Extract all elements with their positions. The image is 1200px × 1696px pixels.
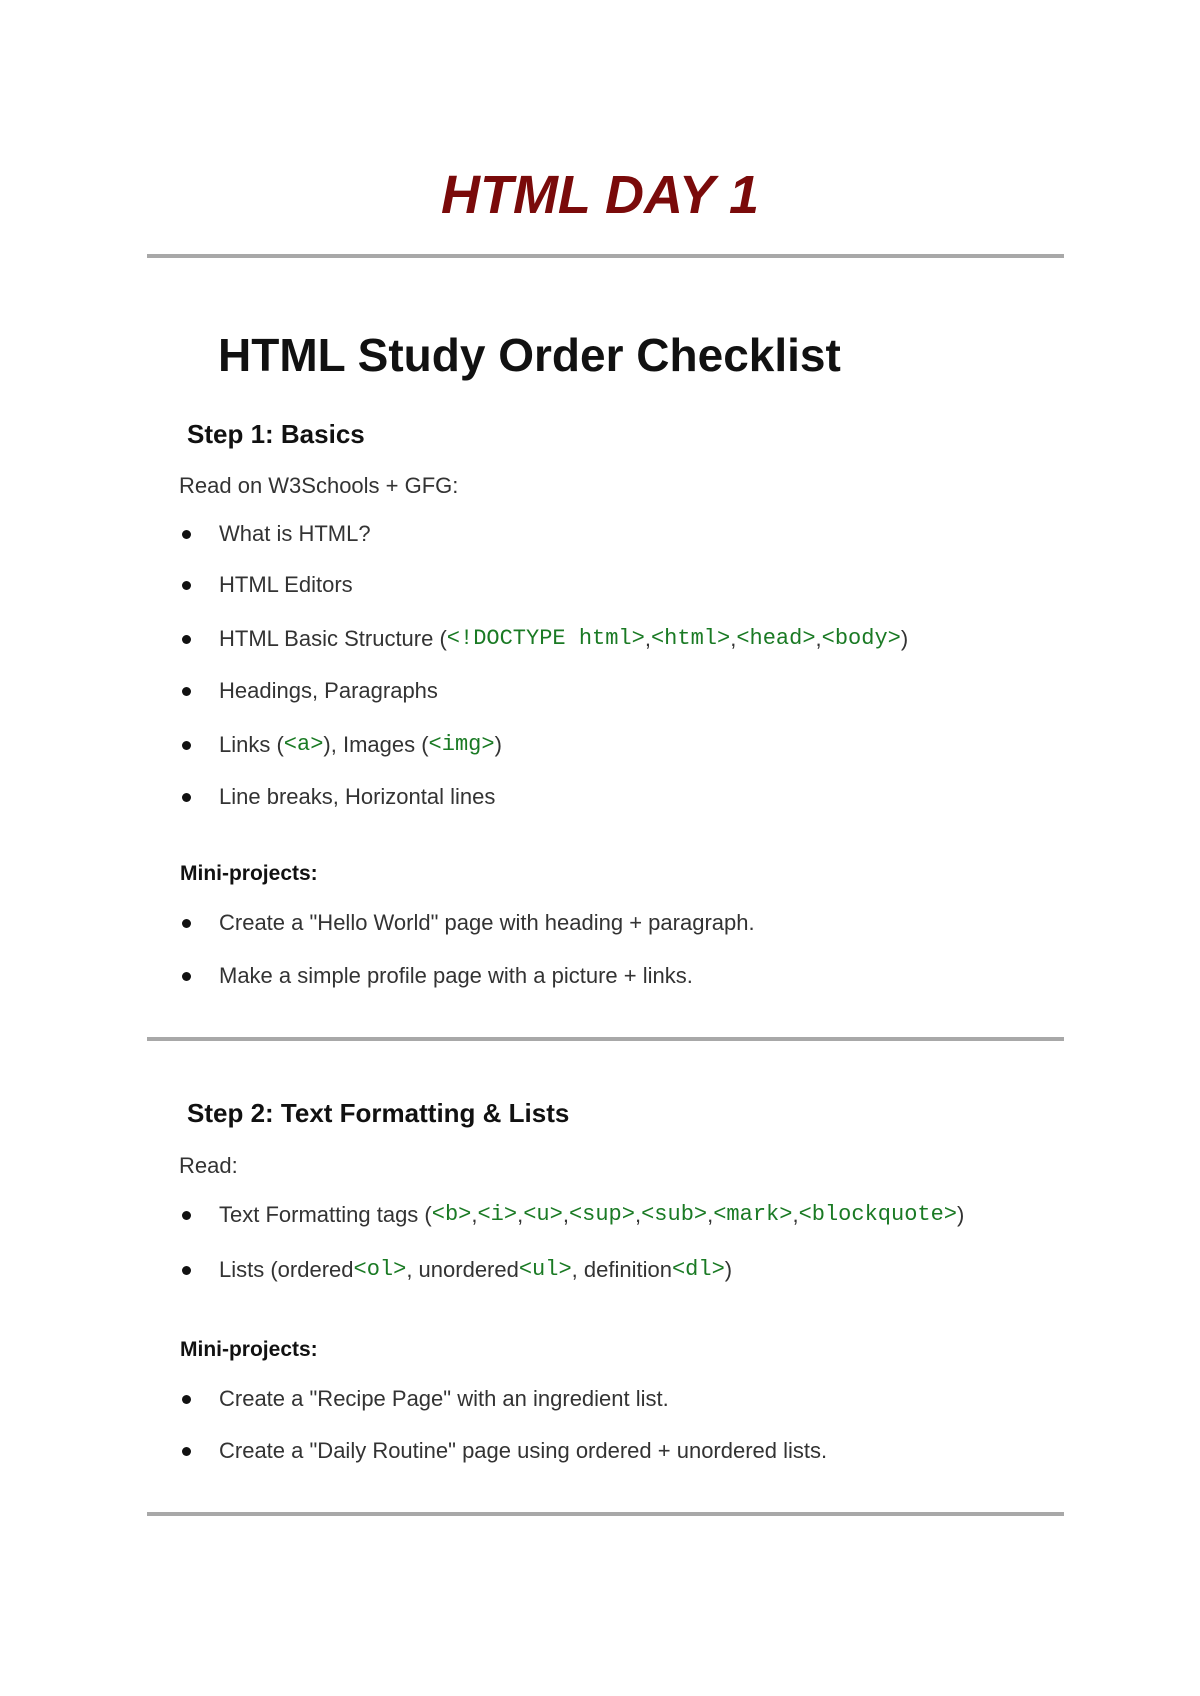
code-doctype: <!DOCTYPE html> [446, 626, 645, 651]
list-item-text: HTML Basic Structure ( [219, 626, 447, 651]
bullet-icon [182, 530, 191, 539]
list-item-text: Links ( [219, 732, 284, 757]
list-item-text: ), Images ( [323, 732, 429, 757]
list-item-text: HTML Editors [219, 572, 353, 597]
code-sup: <sup> [568, 1202, 635, 1227]
project-item [182, 1385, 669, 1413]
step2-heading: Step 2: Text Formatting & Lists [187, 1098, 570, 1128]
bullet-icon [182, 793, 191, 802]
list-item-text: , unordered [406, 1257, 519, 1282]
list-item-text: What is HTML? [219, 521, 371, 546]
list-item-html-editors [182, 571, 353, 599]
step2-intro: Read: [179, 1153, 238, 1178]
bullet-icon [182, 741, 191, 750]
project-text: Create a "Hello World" page with heading + paragraph. [219, 910, 755, 935]
separator: , [517, 1202, 524, 1227]
closing-paren: ) [900, 626, 909, 651]
bullet-icon [182, 919, 191, 928]
step1-heading: Step 1: Basics [187, 419, 365, 449]
step1-intro: Read on W3Schools + GFG: [179, 473, 459, 498]
list-item-headings [182, 677, 438, 705]
bullet-icon [182, 635, 191, 644]
horizontal-rule-middle [147, 1037, 1064, 1041]
separator: , [730, 626, 737, 651]
separator: , [815, 626, 822, 651]
code-b: <b> [431, 1202, 472, 1227]
project-text: Create a "Daily Routine" page using ordered + unordered lists. [219, 1438, 828, 1463]
list-item-text: Headings, Paragraphs [219, 678, 438, 703]
code-a: <a> [283, 732, 324, 757]
list-item-text: Line breaks, Horizontal lines [219, 784, 496, 809]
list-item-text: , definition [571, 1257, 672, 1282]
separator: , [634, 1202, 642, 1227]
list-item-basic-structure [182, 625, 908, 653]
bullet-icon [182, 1447, 191, 1456]
closing-paren: ) [724, 1257, 733, 1282]
list-item-line-breaks [182, 783, 495, 811]
code-img: <img> [428, 732, 495, 757]
step1-mini-projects-heading: Mini-projects: [180, 862, 318, 885]
horizontal-rule-bottom [147, 1512, 1064, 1516]
list-item-text: Lists (ordered [219, 1257, 354, 1282]
bullet-icon [182, 972, 191, 981]
code-sub: <sub> [641, 1202, 708, 1227]
closing-paren: ) [494, 732, 502, 757]
project-item [182, 962, 693, 990]
code-mark: <mark> [713, 1202, 793, 1227]
list-item-what-is-html [182, 520, 371, 548]
list-item-lists [182, 1256, 732, 1284]
document-title: HTML DAY 1 [440, 165, 760, 225]
horizontal-rule-top [147, 254, 1064, 258]
step2-mini-projects-heading: Mini-projects: [180, 1338, 318, 1361]
project-text: Make a simple profile page with a picture + links. [219, 963, 693, 988]
code-i: <i> [477, 1202, 518, 1227]
separator: , [707, 1202, 714, 1227]
code-blockquote: <blockquote> [798, 1202, 958, 1227]
bullet-icon [182, 1211, 191, 1220]
list-item-text: Text Formatting tags ( [219, 1202, 432, 1227]
code-html: <html> [650, 626, 731, 651]
list-item-links-images [182, 731, 502, 759]
separator: , [792, 1202, 799, 1227]
checklist-heading: HTML Study Order Checklist [218, 329, 841, 381]
project-item [182, 1437, 827, 1465]
bullet-icon [182, 687, 191, 696]
code-ol: <ol> [353, 1257, 407, 1282]
separator: , [644, 626, 651, 651]
code-u: <u> [523, 1202, 563, 1227]
separator: , [471, 1202, 478, 1227]
bullet-icon [182, 1395, 191, 1404]
code-body: <body> [821, 626, 901, 651]
project-text: Create a "Recipe Page" with an ingredient list. [219, 1386, 669, 1411]
separator: , [562, 1202, 569, 1227]
bullet-icon [182, 1266, 191, 1275]
code-ul: <ul> [518, 1257, 572, 1282]
code-dl: <dl> [671, 1257, 725, 1282]
bullet-icon [182, 581, 191, 590]
list-item-text-formatting [182, 1201, 964, 1229]
project-item [182, 909, 755, 937]
closing-paren: ) [957, 1202, 965, 1227]
code-head: <head> [736, 626, 816, 651]
